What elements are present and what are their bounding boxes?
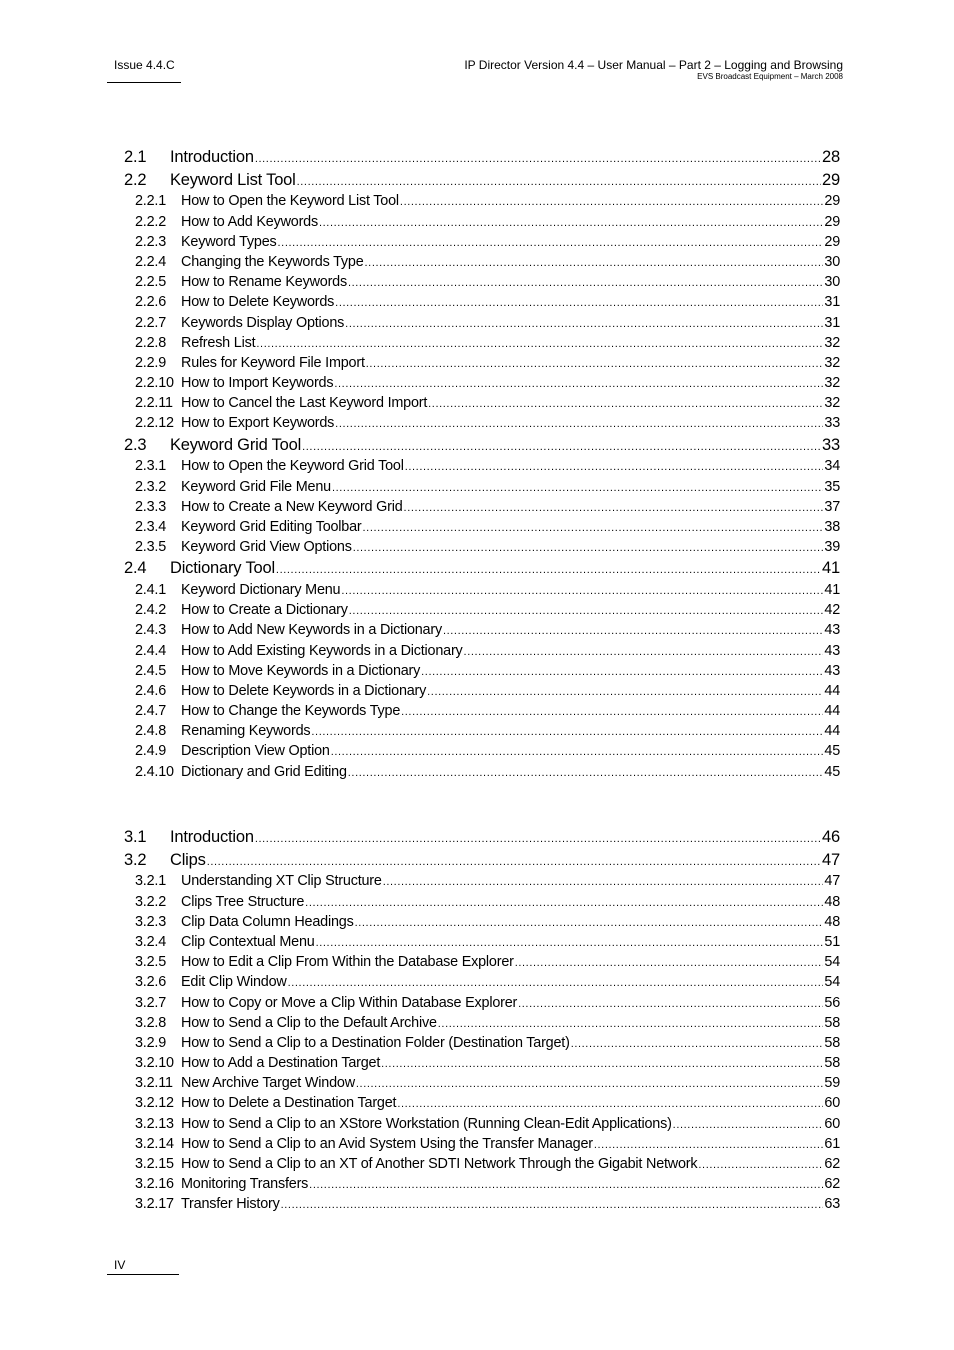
toc-entry[interactable] — [124, 315, 840, 335]
toc-entry-page: 33 — [822, 435, 840, 454]
toc-leader-dots — [288, 977, 824, 989]
toc-entry-page: 30 — [824, 253, 840, 270]
toc-entry[interactable] — [124, 643, 840, 663]
toc-entry-number: 2.3.1 — [135, 458, 167, 475]
toc-leader-dots — [698, 1159, 823, 1171]
toc-leader-dots — [281, 1199, 824, 1211]
toc-entry-number: 2.2.10 — [135, 375, 174, 392]
toc-leader-dots — [335, 418, 823, 430]
toc-leader-dots — [383, 876, 824, 888]
toc-entry-number: 3.2.3 — [135, 913, 167, 930]
toc-entry[interactable] — [124, 499, 840, 519]
toc-entry-page: 41 — [822, 559, 840, 578]
toc-entry[interactable] — [124, 974, 840, 994]
toc-entry-page: 47 — [824, 873, 840, 890]
toc-leader-dots — [356, 1078, 824, 1090]
toc-entry-page: 60 — [824, 1095, 840, 1112]
toc-leader-dots — [316, 937, 824, 949]
toc-entry-number: 2.4.8 — [135, 723, 167, 740]
toc-entry-title: How to Open the Keyword Grid Tool — [181, 458, 404, 475]
toc-leader-dots — [515, 957, 824, 969]
toc-entry[interactable] — [124, 1156, 840, 1176]
toc-leader-dots — [319, 217, 823, 229]
toc-entry-number: 2.3.4 — [135, 518, 167, 535]
toc-section-3 — [124, 828, 840, 1217]
toc-entry-title: Keyword Grid File Menu — [181, 478, 331, 495]
toc-entry[interactable] — [124, 375, 840, 395]
toc-entry-page: 51 — [824, 933, 840, 950]
toc-entry-title: How to Delete a Destination Target — [181, 1095, 397, 1112]
toc-entry-title: How to Cancel the Last Keyword Import — [181, 395, 428, 412]
toc-entry-number: 2.2.9 — [135, 354, 167, 371]
toc-entry-page: 45 — [824, 763, 840, 780]
toc-entry[interactable] — [124, 764, 840, 784]
toc-leader-dots — [256, 338, 823, 350]
toc-entry-number: 2.4.1 — [135, 581, 167, 598]
toc-leader-dots — [255, 833, 821, 845]
toc-entry-title: How to Create a Dictionary — [181, 602, 348, 619]
toc-entry-number: 2.2.8 — [135, 334, 167, 351]
toc-entry-page: 46 — [822, 828, 840, 846]
toc-leader-dots — [332, 482, 823, 494]
document-subtitle: EVS Broadcast Equipment – March 2008 — [697, 72, 843, 81]
toc-entry-title: Changing the Keywords Type — [181, 253, 364, 270]
toc-entry[interactable] — [124, 851, 840, 874]
toc-leader-dots — [276, 564, 821, 576]
toc-leader-dots — [594, 1139, 824, 1151]
toc-leader-dots — [397, 1098, 823, 1110]
toc-entry-page: 31 — [824, 294, 840, 311]
toc-entry-number: 3.1 — [124, 828, 147, 846]
toc-entry-title: How to Export Keywords — [181, 415, 335, 432]
footer-rule — [107, 1274, 179, 1275]
toc-entry-page: 32 — [824, 395, 840, 412]
toc-entry-number: 2.4.9 — [135, 743, 167, 760]
toc-entry[interactable] — [124, 171, 840, 194]
toc-entry-title: Keyword Dictionary Menu — [181, 581, 341, 598]
toc-entry-page: 59 — [824, 1075, 840, 1092]
toc-entry-title: Dictionary and Grid Editing — [181, 763, 347, 780]
toc-entry-title: Description View Option — [181, 743, 330, 760]
toc-entry-page: 41 — [824, 581, 840, 598]
toc-entry-page: 43 — [824, 662, 840, 679]
toc-entry[interactable] — [124, 914, 840, 934]
toc-entry-title: Keywords Display Options — [181, 314, 345, 331]
toc-entry-number: 3.2.6 — [135, 974, 167, 991]
header-rule — [107, 82, 181, 83]
toc-leader-dots — [421, 666, 823, 678]
toc-entry-title: Clip Contextual Menu — [181, 933, 315, 950]
toc-entry-number: 2.4.2 — [135, 602, 167, 619]
toc-entry[interactable] — [124, 873, 840, 893]
toc-leader-dots — [341, 585, 823, 597]
toc-entry-page: 42 — [824, 602, 840, 619]
toc-entry-title: Renaming Keywords — [181, 723, 311, 740]
toc-entry[interactable] — [124, 934, 840, 954]
toc-entry-page: 29 — [822, 170, 840, 189]
toc-entry-number: 2.2.6 — [135, 294, 167, 311]
toc-entry-title: Keyword List Tool — [170, 170, 296, 189]
toc-entry[interactable] — [124, 148, 840, 171]
toc-entry-page: 62 — [824, 1156, 840, 1172]
toc-entry-page: 32 — [824, 375, 840, 392]
toc-entry-title: How to Add Keywords — [181, 213, 318, 230]
toc-leader-dots — [428, 398, 823, 410]
toc-entry[interactable] — [124, 1196, 840, 1216]
toc-entry-number: 2.2.4 — [135, 253, 167, 270]
toc-leader-dots — [311, 726, 823, 738]
toc-entry-page: 43 — [824, 642, 840, 659]
toc-entry-title: Refresh List — [181, 334, 256, 351]
toc-entry-title: How to Send a Clip to an XT of Another SDTI Network Through the Gigabit Network — [181, 1156, 698, 1172]
toc-entry[interactable] — [124, 274, 840, 294]
toc-leader-dots — [464, 646, 824, 658]
toc-entry-number: 2.3.2 — [135, 478, 167, 495]
toc-entry-number: 3.2.5 — [135, 954, 167, 971]
toc-entry-title: Introduction — [170, 828, 254, 846]
toc-entry-title: Clip Data Column Headings — [181, 913, 354, 930]
toc-entry[interactable] — [124, 1035, 840, 1055]
toc-entry-number: 3.2.8 — [135, 1014, 167, 1031]
toc-entry[interactable] — [124, 1136, 840, 1156]
toc-leader-dots — [207, 856, 821, 868]
toc-entry-page: 56 — [824, 994, 840, 1011]
toc-entry-number: 2.2 — [124, 170, 147, 189]
toc-leader-dots — [363, 522, 824, 534]
toc-entry-number: 2.2.1 — [135, 193, 167, 210]
toc-entry[interactable] — [124, 1095, 840, 1115]
toc-leader-dots — [571, 1038, 824, 1050]
toc-section-2 — [124, 148, 840, 784]
toc-entry-title: Rules for Keyword File Import — [181, 354, 365, 371]
toc-entry[interactable] — [124, 415, 840, 435]
toc-entry-number: 2.3.5 — [135, 539, 167, 556]
toc-entry[interactable] — [124, 743, 840, 763]
toc-entry-title: How to Send a Clip to an XStore Workstation (Running Clean-Edit Applications) — [181, 1115, 672, 1132]
toc-entry[interactable] — [124, 335, 840, 355]
toc-entry-number: 3.2.4 — [135, 933, 167, 950]
toc-entry-title: Introduction — [170, 148, 254, 166]
toc-leader-dots — [309, 1179, 823, 1191]
toc-entry[interactable] — [124, 214, 840, 234]
toc-entry-title: How to Send a Clip to a Destination Folder (Destination Target) — [181, 1034, 570, 1051]
toc-entry-number: 2.1 — [124, 148, 147, 166]
toc-entry-page: 39 — [824, 539, 840, 556]
toc-entry-number: 2.2.11 — [135, 395, 173, 412]
toc-leader-dots — [401, 706, 823, 718]
toc-leader-dots — [302, 441, 821, 453]
toc-entry-number: 3.2.13 — [135, 1115, 174, 1132]
toc-entry-title: How to Import Keywords — [181, 375, 334, 392]
toc-leader-dots — [673, 1119, 824, 1131]
toc-entry-title: Keyword Grid View Options — [181, 539, 352, 556]
toc-entry-page: 31 — [824, 314, 840, 331]
toc-entry-number: 3.2.14 — [135, 1135, 174, 1152]
toc-entry-page: 48 — [824, 893, 840, 910]
toc-entry[interactable] — [124, 519, 840, 539]
toc-entry-page: 58 — [824, 1034, 840, 1051]
toc-entry-title: Keyword Types — [181, 233, 277, 250]
toc-entry-page: 43 — [824, 622, 840, 639]
toc-leader-dots — [443, 625, 823, 637]
toc-entry[interactable] — [124, 294, 840, 314]
toc-entry-page: 34 — [824, 458, 840, 475]
toc-entry-title: Monitoring Transfers — [181, 1176, 309, 1193]
toc-leader-dots — [305, 897, 823, 909]
toc-entry-number: 2.4 — [124, 559, 147, 578]
toc-entry-page: 44 — [824, 682, 840, 699]
toc-entry[interactable] — [124, 954, 840, 974]
toc-entry[interactable] — [124, 894, 840, 914]
toc-entry-number: 3.2.2 — [135, 893, 167, 910]
toc-leader-dots — [438, 1018, 824, 1030]
toc-entry[interactable] — [124, 703, 840, 723]
toc-leader-dots — [365, 257, 824, 269]
toc-entry-number: 2.4.4 — [135, 642, 167, 659]
page-number: IV — [114, 1258, 126, 1272]
toc-entry-page: 54 — [824, 954, 840, 971]
issue-label: Issue 4.4.C — [114, 58, 175, 72]
toc-entry-title: How to Delete Keywords — [181, 294, 335, 311]
toc-entry-number: 3.2.15 — [135, 1156, 174, 1172]
header-title-block — [464, 58, 843, 82]
toc-entry-number: 3.2.1 — [135, 873, 167, 890]
toc-entry-number: 2.2.2 — [135, 213, 167, 230]
toc-entry-number: 3.2.12 — [135, 1095, 174, 1112]
toc-entry-page: 30 — [824, 274, 840, 291]
toc-leader-dots — [297, 176, 821, 188]
toc-entry-title: Transfer History — [181, 1196, 280, 1213]
toc-entry-page: 35 — [824, 478, 840, 495]
toc-entry-title: How to Send a Clip to an Avid System Using the Transfer Manager — [181, 1135, 593, 1152]
toc-entry-page: 47 — [822, 850, 840, 869]
toc-leader-dots — [278, 237, 824, 249]
toc-leader-dots — [353, 542, 824, 554]
toc-entry[interactable] — [124, 479, 840, 499]
toc-entry-number: 3.2 — [124, 850, 147, 869]
toc-entry-page: 61 — [824, 1135, 840, 1152]
toc-entry[interactable] — [124, 355, 840, 375]
toc-entry[interactable] — [124, 995, 840, 1015]
toc-entry-page: 58 — [824, 1055, 840, 1072]
toc-entry[interactable] — [124, 1176, 840, 1196]
toc-entry-page: 29 — [824, 233, 840, 250]
toc-leader-dots — [366, 358, 824, 370]
toc-entry[interactable] — [124, 1055, 840, 1075]
toc-entry-page: 45 — [824, 743, 840, 760]
toc-entry-page: 63 — [824, 1196, 840, 1213]
toc-entry[interactable] — [124, 1075, 840, 1095]
toc-entry-page: 60 — [824, 1115, 840, 1132]
toc-entry[interactable] — [124, 193, 840, 213]
toc-entry-number: 2.2.5 — [135, 274, 167, 291]
toc-entry[interactable] — [124, 1015, 840, 1035]
toc-entry-number: 2.4.6 — [135, 682, 167, 699]
toc-entry[interactable] — [124, 395, 840, 415]
toc-entry-page: 38 — [824, 518, 840, 535]
toc-leader-dots — [405, 461, 824, 473]
toc-entry[interactable] — [124, 436, 840, 459]
toc-entry-number: 3.2.7 — [135, 994, 167, 1011]
toc-entry-page: 58 — [824, 1014, 840, 1031]
toc-entry-title: How to Rename Keywords — [181, 274, 347, 291]
toc-entry[interactable] — [124, 828, 840, 851]
toc-entry-number: 2.3 — [124, 435, 147, 454]
toc-entry-page: 37 — [824, 498, 840, 515]
toc-entry-title: How to Add Existing Keywords in a Dictionary — [181, 642, 463, 659]
toc-entry[interactable] — [124, 582, 840, 602]
toc-entry[interactable] — [124, 1116, 840, 1136]
toc-entry-number: 2.2.3 — [135, 233, 167, 250]
toc-leader-dots — [334, 378, 823, 390]
toc-entry-number: 3.2.9 — [135, 1034, 167, 1051]
toc-entry[interactable] — [124, 539, 840, 559]
toc-entry-title: How to Copy or Move a Clip Within Database Explorer — [181, 994, 518, 1011]
toc-entry-number: 2.4.3 — [135, 622, 167, 639]
toc-entry-page: 54 — [824, 974, 840, 991]
toc-entry-title: Clips Tree Structure — [181, 893, 305, 910]
toc-leader-dots — [518, 998, 823, 1010]
toc-entry-number: 3.2.10 — [135, 1055, 174, 1072]
toc-entry-title: How to Change the Keywords Type — [181, 703, 401, 720]
toc-entry[interactable] — [124, 559, 840, 582]
toc-entry-title: How to Delete Keywords in a Dictionary — [181, 682, 427, 699]
toc-leader-dots — [355, 917, 824, 929]
toc-entry-title: Dictionary Tool — [170, 559, 275, 578]
toc-leader-dots — [345, 318, 823, 330]
toc-entry-title: How to Create a New Keyword Grid — [181, 498, 403, 515]
toc-entry-title: Keyword Grid Tool — [170, 435, 302, 454]
toc-entry-title: Edit Clip Window — [181, 974, 287, 991]
toc-entry[interactable] — [124, 602, 840, 622]
toc-leader-dots — [427, 686, 823, 698]
toc-leader-dots — [381, 1058, 823, 1070]
toc-leader-dots — [348, 277, 823, 289]
toc-entry-title: How to Move Keywords in a Dictionary — [181, 662, 421, 679]
toc-entry[interactable] — [124, 622, 840, 642]
toc-entry-number: 2.2.7 — [135, 314, 167, 331]
toc-entry-page: 32 — [824, 354, 840, 371]
toc-leader-dots — [349, 605, 824, 617]
toc-entry-number: 2.4.5 — [135, 662, 167, 679]
toc-entry-page: 33 — [824, 415, 840, 432]
toc-entry-page: 48 — [824, 913, 840, 930]
toc-entry[interactable] — [124, 254, 840, 274]
toc-entry[interactable] — [124, 723, 840, 743]
toc-entry-title: How to Add a Destination Target — [181, 1055, 381, 1072]
toc-entry-number: 3.2.16 — [135, 1176, 174, 1193]
toc-entry-page: 62 — [824, 1176, 840, 1193]
toc-entry[interactable] — [124, 234, 840, 254]
toc-leader-dots — [331, 746, 824, 758]
document-title: IP Director Version 4.4 – User Manual – Part 2 – Logging and Browsing — [464, 58, 843, 72]
toc-entry-title: Understanding XT Clip Structure — [181, 873, 382, 890]
toc-entry-number: 2.3.3 — [135, 498, 167, 515]
toc-leader-dots — [335, 297, 823, 309]
toc-entry-page: 29 — [824, 213, 840, 230]
toc-entry-page: 29 — [824, 193, 840, 210]
toc-entry-title: New Archive Target Window — [181, 1075, 355, 1092]
toc-entry-number: 3.2.11 — [135, 1075, 173, 1092]
toc-entry-number: 2.2.12 — [135, 415, 174, 432]
toc-entry-page: 32 — [824, 334, 840, 351]
toc-entry-title: How to Send a Clip to the Default Archive — [181, 1014, 437, 1031]
toc-entry-page: 44 — [824, 723, 840, 740]
toc-entry-title: How to Edit a Clip From Within the Database Explorer — [181, 954, 514, 971]
toc-entry[interactable] — [124, 458, 840, 478]
toc-leader-dots — [255, 153, 821, 165]
toc-entry[interactable] — [124, 683, 840, 703]
toc-entry-title: Keyword Grid Editing Toolbar — [181, 518, 362, 535]
toc-leader-dots — [404, 502, 824, 514]
toc-leader-dots — [348, 767, 824, 779]
toc-entry-title: How to Open the Keyword List Tool — [181, 193, 399, 210]
toc-entry-number: 2.4.10 — [135, 763, 174, 780]
toc-entry-page: 28 — [822, 148, 840, 166]
toc-entry-page: 44 — [824, 703, 840, 720]
toc-entry-number: 2.4.7 — [135, 703, 167, 720]
toc-entry-title: Clips — [170, 850, 206, 869]
toc-entry-title: How to Add New Keywords in a Dictionary — [181, 622, 442, 639]
toc-leader-dots — [400, 196, 823, 208]
toc-entry[interactable] — [124, 663, 840, 683]
toc-entry-number: 3.2.17 — [135, 1196, 174, 1213]
